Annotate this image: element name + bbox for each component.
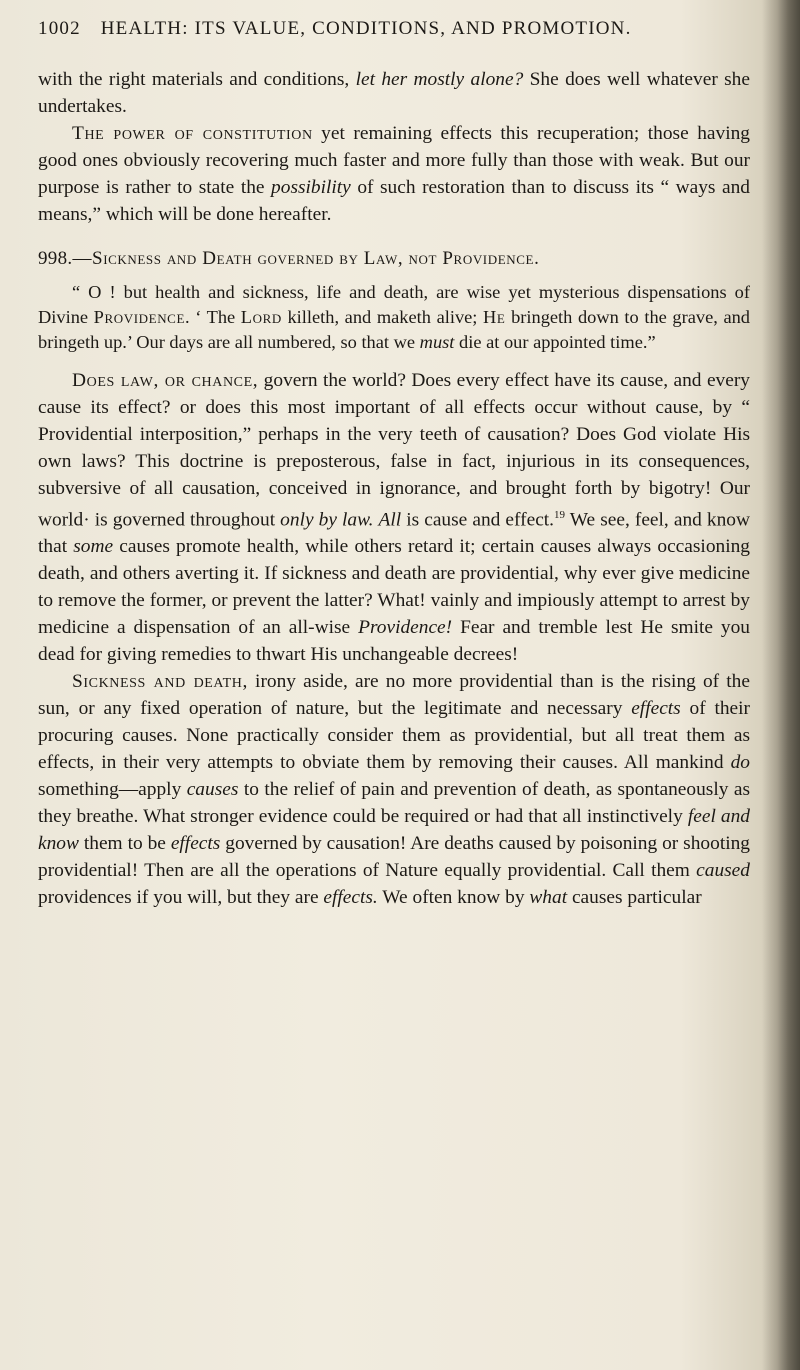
paragraph-law-or-chance: Does law, or chance, govern the world? Does every effect have its cause, and every cause its effect? or does this most important of all effects occur without cause, by “ Providential interposition,” perhaps in the very teeth of causation? Does God violate His own laws? This doctrine is preposterous, false in fact, injurious in its consequences, subversive of all causation, conceived in ignorance, and brought forth by bigotry! Our world· is governed throughout only by law. All is cause and effect.$^{19}$ We see, feel, and know that some causes promote health, while others retard it; certain causes always occasioning death, and others averting it. If sickness and death are providential, why ever give medicine to remove the former, or prevent the latter? What! vainly and impiously attempt to arrest by medicine a dispensation of an all-wise Providence! Fear and tremble lest He smite you dead for giving remedies to thwart His unchangeable decrees! [38,370,751,666]
lead-in: The power of constitution [72,123,313,144]
lead-in: Does law, or chance, [72,370,259,391]
page-binding-shadow [762,0,800,1370]
paragraph-constitution: The power of constitution yet remaining effects this recuperation; those having good ones obviously recovering much faster and more fully than those with weak. But our purpose is rather to state the possibility of such restoration than to discuss its “ ways and means,” which will be done hereafter. [38,123,750,225]
page-number: 1002 [38,18,81,39]
footnote-ref: 19 [554,509,566,521]
paragraph-continued: with the right materials and conditions, let her mostly alone? She does well whatever she undertakes. [38,69,750,117]
running-title: HEALTH: ITS VALUE, CONDITIONS, AND PROMOTION. [100,18,632,39]
running-header [38,18,750,40]
quotation: “ O ! but health and sickness, life and death, are wise yet mysterious dispensations of Divine Providence. ‘ The Lord killeth, and maketh alive; He bringeth down to the grave, and bringeth up.’ Our days are all numbered, so that we must die at our appointed time.” [38,282,750,352]
paragraph-sickness-and-death: Sickness and death, irony aside, are no more providential than is the rising of the sun, or any fixed operation of nature, but the legitimate and necessary effects of their procuring causes. None practically consider them as providential, but all treat them as effects, in their very attempts to obviate them by removing their causes. All mankind do something—apply causes to the relief of pain and prevention of death, as spontaneously as they breathe. What stronger evidence could be required or had that all instinctively feel and know them to be effects governed by causation! Are deaths caused by poisoning or shooting providential! Then are all the operations of Nature equally providential. Call them caused providences if you will, but they are effects. We often know by what causes particular [38,671,751,909]
section-number: 998. [38,248,73,269]
lead-in: Sickness and death, [72,671,248,693]
section-title: —Sickness and Death governed by Law, not Providence. [72,248,540,269]
page-content [38,18,750,911]
section-heading [38,248,750,270]
